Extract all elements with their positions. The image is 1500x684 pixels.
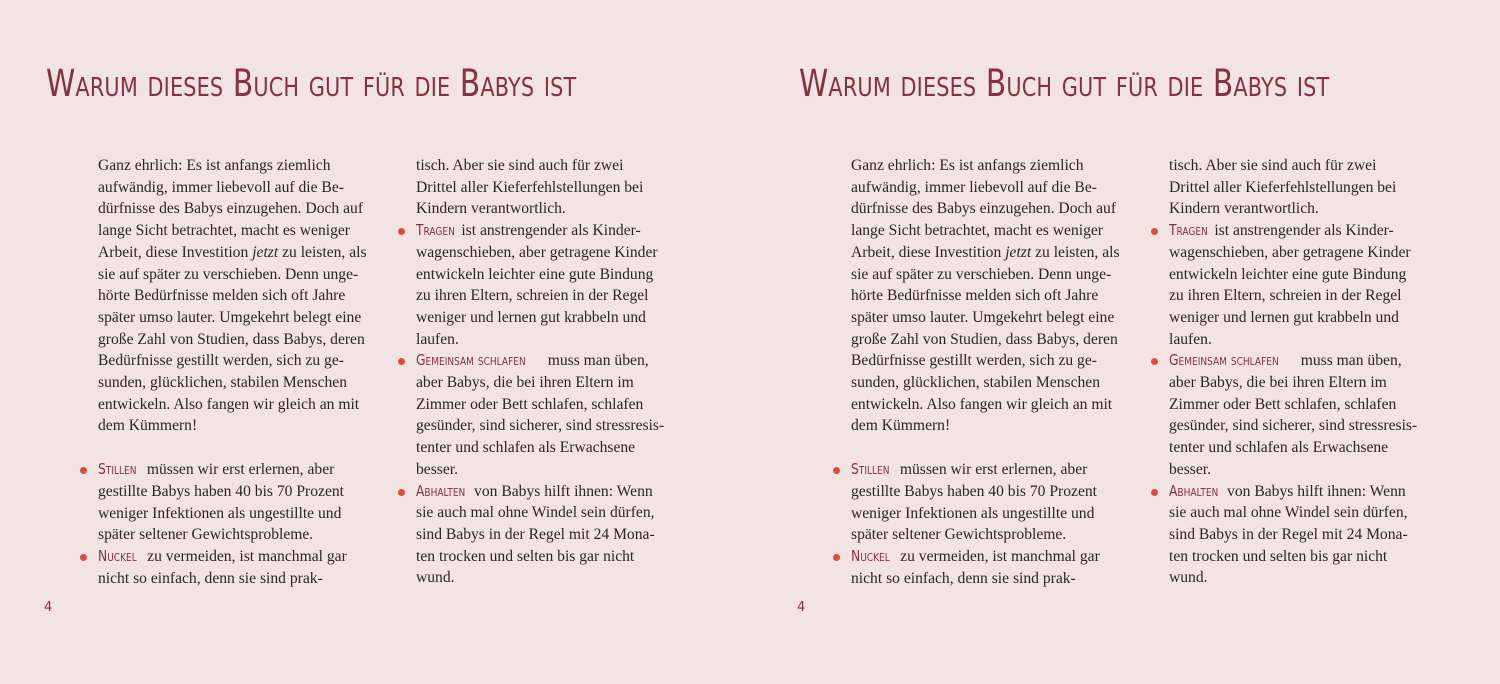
text-line: Drittel aller Kieferfehlstellungen bei xyxy=(1169,178,1397,196)
list-item-tragen xyxy=(416,220,708,350)
text-line: sie auf später zu verschieben. Denn unge- xyxy=(98,265,359,283)
text-line: weniger Infektionen als ungestillte und xyxy=(851,504,1095,522)
text-line: später seltener Gewichtsprobleme. xyxy=(851,526,1067,544)
bullet-dot xyxy=(398,358,405,365)
page-number: 4 xyxy=(44,600,53,615)
text-line: lange Sicht betrachtet, macht es weniger xyxy=(98,222,350,240)
text-fragment: müssen wir erst erlernen, aber xyxy=(146,461,335,479)
bullet-dot xyxy=(1151,358,1158,365)
text-line: ten trocken und selten bis gar nicht xyxy=(416,547,635,565)
page-title: Warum dieses Buch gut für die Babys ist xyxy=(46,62,577,105)
text-line xyxy=(1169,220,1461,242)
text-line: große Zahl von Studien, dass Babys, deren xyxy=(98,330,365,348)
text-fragment: ist anstrengender als Kinder- xyxy=(1214,222,1394,240)
text-fragment: ist anstrengender als Kinder- xyxy=(461,222,641,240)
text-line: dem Kümmern! xyxy=(98,417,198,435)
text-line: Bedürfnisse gestillt werden, sich zu ge- xyxy=(98,352,344,370)
text-line: wagenschieben, aber getragene Kinder xyxy=(1169,243,1411,261)
text-line xyxy=(98,242,390,264)
text-line: weniger und lernen gut krabbeln und xyxy=(416,308,646,326)
text-line: zu ihren Eltern, schreien in der Regel xyxy=(1169,287,1402,305)
text-fragment: zu leisten, als xyxy=(1035,243,1120,261)
text-line: sunden, glücklichen, stabilen Menschen xyxy=(851,374,1101,392)
text-line xyxy=(1169,481,1461,503)
text-line: dürfnisse des Babys einzugehen. Doch auf xyxy=(98,200,364,218)
bullet-dot xyxy=(1151,489,1158,496)
text-fragment: müssen wir erst erlernen, aber xyxy=(899,461,1088,479)
text-line: dürfnisse des Babys einzugehen. Doch auf xyxy=(851,200,1117,218)
text-line: wagenschieben, aber getragene Kinder xyxy=(416,243,658,261)
bullet-dot xyxy=(833,467,840,474)
keyword-abhalten: Abhalten xyxy=(1169,481,1219,500)
text-line: große Zahl von Studien, dass Babys, deren xyxy=(851,330,1118,348)
text-line: Kindern verantwortlich. xyxy=(1169,200,1319,218)
keyword-gemeinsam-schlafen: Gemeinsam schlafen xyxy=(416,351,526,370)
text-line: gestillte Babys haben 40 bis 70 Prozent xyxy=(98,482,344,500)
text-line: nicht so einfach, denn sie sind prak- xyxy=(851,569,1076,587)
text-line: entwickeln leichter eine gute Bindung xyxy=(416,265,654,283)
text-line: sie auch mal ohne Windel sein dürfen, xyxy=(416,504,655,522)
column-left xyxy=(98,155,390,589)
text-line: laufen. xyxy=(416,330,459,348)
text-line xyxy=(1169,350,1461,372)
text-line: besser. xyxy=(1169,460,1212,478)
keyword-nuckel: Nuckel xyxy=(851,546,890,565)
text-line: später seltener Gewichtsprobleme. xyxy=(98,526,314,544)
text-fragment: von Babys hilft ihnen: Wenn xyxy=(1227,482,1406,500)
text-fragment: von Babys hilft ihnen: Wenn xyxy=(474,482,653,500)
list-item-stillen xyxy=(851,459,1143,546)
text-line: lange Sicht betrachtet, macht es weniger xyxy=(851,222,1103,240)
text-line: besser. xyxy=(416,460,459,478)
text-line: aber Babys, die bei ihren Eltern im xyxy=(416,374,634,392)
text-line: tenter und schlafen als Erwachsene xyxy=(1169,439,1389,457)
bullet-dot xyxy=(398,489,405,496)
text-line: Zimmer oder Bett schlafen, schlafen xyxy=(1169,395,1397,413)
text-line: sind Babys in der Regel mit 24 Mona- xyxy=(1169,525,1408,543)
list-item-abhalten xyxy=(416,481,708,590)
text-line: Ganz ehrlich: Es ist anfangs ziemlich xyxy=(851,157,1084,174)
text-line xyxy=(851,459,1143,481)
list-item-abhalten xyxy=(1169,481,1461,590)
text-line xyxy=(851,242,1143,264)
text-line: entwickeln leichter eine gute Bindung xyxy=(1169,265,1407,283)
bullet-dot xyxy=(80,554,87,561)
text-line xyxy=(416,481,708,503)
keyword-stillen: Stillen xyxy=(98,460,137,479)
text-fragment: Arbeit, diese Investition xyxy=(851,243,1002,261)
text-line xyxy=(98,546,390,568)
text-fragment: zu leisten, als xyxy=(282,243,367,261)
text-line: aber Babys, die bei ihren Eltern im xyxy=(1169,374,1387,392)
right-page xyxy=(753,0,1500,684)
keyword-nuckel: Nuckel xyxy=(98,546,137,565)
emphasis-jetzt: jetzt xyxy=(1005,243,1032,261)
intro-paragraph xyxy=(98,155,390,437)
text-line: gestillte Babys haben 40 bis 70 Prozent xyxy=(851,482,1097,500)
text-line: Drittel aller Kieferfehlstellungen bei xyxy=(416,178,644,196)
list-item-nuckel xyxy=(851,546,1143,589)
text-line: später umso lauter. Umgekehrt belegt eine xyxy=(851,308,1115,326)
keyword-stillen: Stillen xyxy=(851,460,890,479)
list-item-stillen xyxy=(98,459,390,546)
text-line: gesünder, sind sicherer, sind stressresis- xyxy=(416,417,665,435)
list-item-schlafen xyxy=(1169,350,1461,480)
keyword-tragen: Tragen xyxy=(1169,221,1208,240)
keyword-abhalten: Abhalten xyxy=(416,481,466,500)
text-line: hörte Bedürfnisse melden sich oft Jahre xyxy=(98,287,346,305)
text-line: weniger und lernen gut krabbeln und xyxy=(1169,308,1399,326)
text-line: tisch. Aber sie sind auch für zwei xyxy=(416,157,624,174)
page-title: Warum dieses Buch gut für die Babys ist xyxy=(799,62,1330,105)
text-line: weniger Infektionen als ungestillte und xyxy=(98,504,342,522)
text-line: sind Babys in der Regel mit 24 Mona- xyxy=(416,525,655,543)
text-line: sunden, glücklichen, stabilen Menschen xyxy=(98,374,348,392)
text-line: hörte Bedürfnisse melden sich oft Jahre xyxy=(851,287,1099,305)
bullet-dot xyxy=(398,228,405,235)
text-line xyxy=(416,350,708,372)
text-line: ten trocken und selten bis gar nicht xyxy=(1169,547,1388,565)
text-line: aufwändig, immer liebevoll auf die Be- xyxy=(98,178,344,196)
list-item-tragen xyxy=(1169,220,1461,350)
column-right xyxy=(1169,155,1461,589)
text-line xyxy=(98,459,390,481)
page-number: 4 xyxy=(797,600,806,615)
bullet-dot xyxy=(1151,228,1158,235)
text-line: Ganz ehrlich: Es ist anfangs ziemlich xyxy=(98,157,331,174)
list-item-nuckel xyxy=(98,546,390,589)
bullet-dot xyxy=(833,554,840,561)
text-line: tenter und schlafen als Erwachsene xyxy=(416,439,636,457)
text-line: Kindern verantwortlich. xyxy=(416,200,566,218)
text-fragment: zu vermeiden, ist manchmal gar xyxy=(900,547,1100,565)
text-line: Zimmer oder Bett schlafen, schlafen xyxy=(416,395,644,413)
text-line: gesünder, sind sicherer, sind stressresis- xyxy=(1169,417,1418,435)
list-item-schlafen xyxy=(416,350,708,480)
text-line: entwickeln. Also fangen wir gleich an mit xyxy=(851,395,1113,413)
text-line: nicht so einfach, denn sie sind prak- xyxy=(98,569,323,587)
text-fragment: zu vermeiden, ist manchmal gar xyxy=(147,547,347,565)
text-line: wund. xyxy=(416,569,455,587)
text-line xyxy=(416,220,708,242)
text-line: Bedürfnisse gestillt werden, sich zu ge- xyxy=(851,352,1097,370)
list-item-nuckel-continued xyxy=(1169,155,1461,220)
emphasis-jetzt: jetzt xyxy=(252,243,279,261)
keyword-tragen: Tragen xyxy=(416,221,455,240)
text-line: sie auch mal ohne Windel sein dürfen, xyxy=(1169,504,1408,522)
column-left xyxy=(851,155,1143,589)
list-item-nuckel-continued xyxy=(416,155,708,220)
text-fragment: Arbeit, diese Investition xyxy=(98,243,249,261)
text-line: sie auf später zu verschieben. Denn unge- xyxy=(851,265,1112,283)
text-line: laufen. xyxy=(1169,330,1212,348)
text-line: tisch. Aber sie sind auch für zwei xyxy=(1169,157,1377,174)
text-fragment: muss man üben, xyxy=(1300,352,1402,370)
text-line: wund. xyxy=(1169,569,1208,587)
column-right xyxy=(416,155,708,589)
text-fragment: muss man üben, xyxy=(547,352,649,370)
keyword-gemeinsam-schlafen: Gemeinsam schlafen xyxy=(1169,351,1279,370)
text-line: zu ihren Eltern, schreien in der Regel xyxy=(416,287,649,305)
text-line xyxy=(851,546,1143,568)
intro-paragraph xyxy=(851,155,1143,437)
text-line: später umso lauter. Umgekehrt belegt eine xyxy=(98,308,362,326)
text-line: entwickeln. Also fangen wir gleich an mit xyxy=(98,395,360,413)
text-line: aufwändig, immer liebevoll auf die Be- xyxy=(851,178,1097,196)
text-line: dem Kümmern! xyxy=(851,417,951,435)
bullet-dot xyxy=(80,467,87,474)
